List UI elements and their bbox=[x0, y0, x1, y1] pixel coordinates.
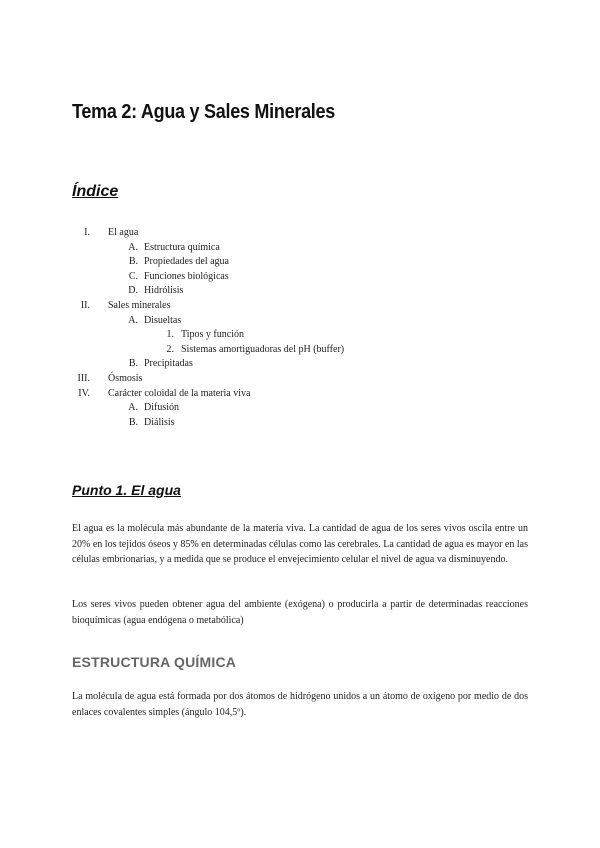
toc-item[interactable] bbox=[72, 241, 532, 256]
toc-number: B. bbox=[128, 256, 138, 268]
toc-number: D. bbox=[128, 285, 138, 297]
toc-text: Funciones biológicas bbox=[144, 270, 229, 282]
toc-number: A. bbox=[128, 241, 138, 253]
toc-text: Propiedades del agua bbox=[144, 256, 229, 268]
toc-item[interactable] bbox=[72, 284, 532, 299]
toc-text: Tipos y función bbox=[181, 329, 244, 341]
toc-number: A. bbox=[128, 314, 138, 326]
toc-number: III. bbox=[77, 372, 90, 384]
body-paragraph: Los seres vivos pueden obtener agua del ambiente (exógena) o producirla a partir de determinadas reacciones bioquímicas (agua endógena o metabólica) bbox=[72, 599, 528, 626]
index-heading: Índice bbox=[72, 183, 119, 200]
toc-text: Precipitadas bbox=[144, 358, 193, 370]
toc-item[interactable] bbox=[72, 343, 532, 358]
toc-number: 2. bbox=[166, 343, 174, 355]
toc-item[interactable] bbox=[72, 314, 532, 329]
toc-number: B. bbox=[128, 416, 138, 428]
document-title: Tema 2: Agua y Sales Minerales bbox=[72, 101, 336, 123]
toc-text: Carácter coloidal de la materia viva bbox=[108, 387, 251, 399]
body-paragraph: El agua es la molécula más abundante de la materia viva. La cantidad de agua de los seres vivos oscila entre un 20% en los tejidos óseos y 85% en determinadas células como las cerebrales. La cantidad de agua es mayor en las células embrionarias, y a medida que se produce el envejecimiento celular el nivel de agua va disminuyendo. bbox=[72, 523, 528, 565]
toc-number: B. bbox=[128, 358, 138, 370]
toc-number: IV. bbox=[78, 387, 90, 399]
toc-number: I. bbox=[84, 227, 90, 238]
toc-item[interactable] bbox=[72, 357, 532, 372]
toc-item[interactable] bbox=[72, 372, 532, 387]
toc-item[interactable] bbox=[72, 255, 532, 270]
subsection-heading: ESTRUCTURA QUÍMICA bbox=[72, 654, 237, 670]
toc-number: A. bbox=[128, 402, 138, 414]
toc-text: Sales minerales bbox=[108, 299, 171, 311]
toc-item[interactable] bbox=[72, 387, 532, 402]
toc-text: El agua bbox=[108, 227, 139, 238]
toc-text: Estructura química bbox=[144, 241, 220, 253]
table-of-contents bbox=[72, 226, 532, 430]
body-paragraph: La molécula de agua está formada por dos átomos de hidrógeno unidos a un átomo de oxígeno por medio de dos enlaces covalentes simples (ángulo 104,5º). bbox=[72, 691, 528, 718]
toc-number: C. bbox=[128, 270, 138, 282]
toc-text: Sistemas amortiguadoras del pH (buffer) bbox=[181, 343, 345, 355]
toc-text: Ósmosis bbox=[108, 372, 143, 384]
toc-text: Diálisis bbox=[144, 416, 175, 428]
toc-item[interactable] bbox=[72, 270, 532, 285]
toc-item[interactable] bbox=[72, 416, 532, 431]
toc-number: II. bbox=[80, 299, 90, 311]
toc-item[interactable] bbox=[72, 299, 532, 314]
toc-item[interactable] bbox=[72, 401, 532, 416]
toc-item[interactable] bbox=[72, 328, 532, 343]
toc-item[interactable] bbox=[72, 226, 532, 241]
section-heading-point-1: Punto 1. El agua bbox=[72, 482, 181, 498]
toc-text: Hidrólisis bbox=[144, 285, 184, 297]
toc-text: Difusión bbox=[144, 402, 179, 414]
toc-text: Disueltas bbox=[144, 314, 182, 326]
toc-number: 1. bbox=[166, 329, 174, 341]
